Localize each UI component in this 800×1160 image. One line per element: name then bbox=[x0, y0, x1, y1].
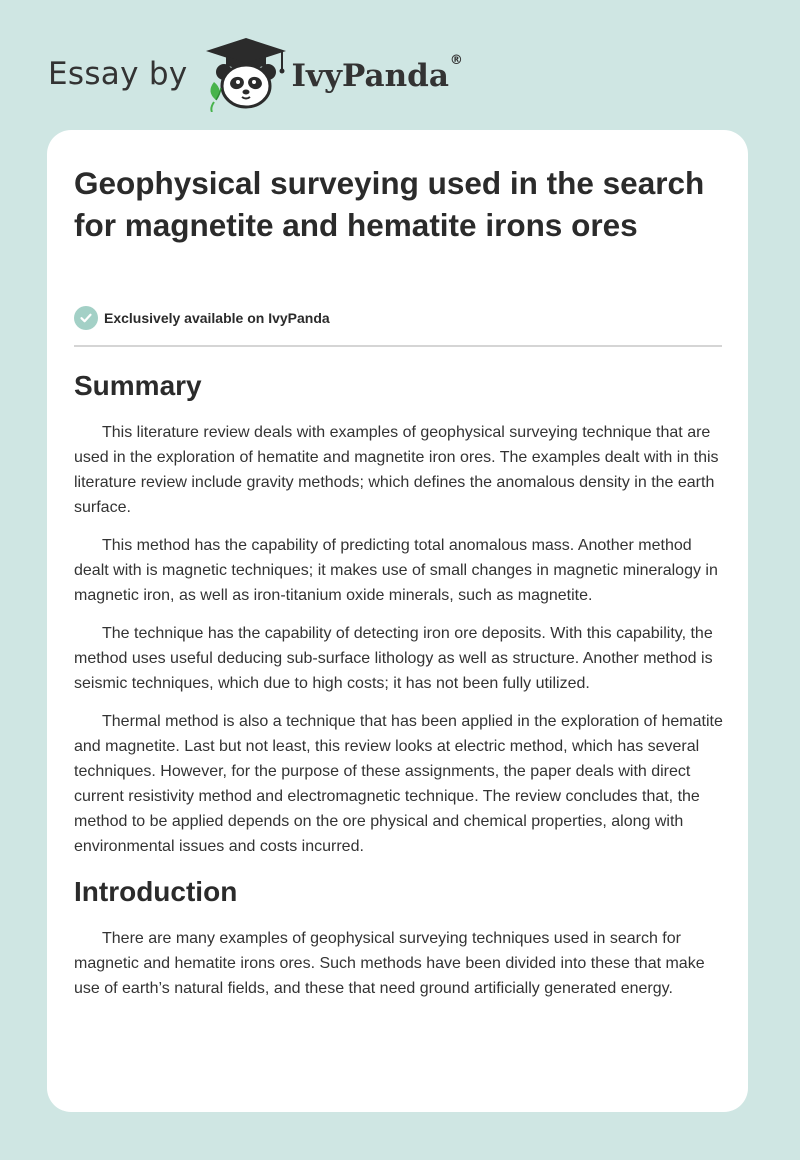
section-summary bbox=[74, 366, 724, 859]
brand-prefix: Essay by bbox=[48, 56, 188, 92]
check-circle-icon bbox=[74, 306, 98, 330]
paragraph: There are many examples of geophysical surveying techniques used in search for magnetic and hematite irons ores. Such methods have been divided into these that make use of earth’s natural fields, and these that need ground artificially generated energy. bbox=[74, 930, 705, 997]
section-heading-introduction: Introduction bbox=[74, 876, 238, 907]
exclusive-badge bbox=[74, 306, 330, 330]
section-heading-summary: Summary bbox=[74, 370, 202, 401]
paragraph: This literature review deals with examples of geophysical surveying technique that are used in the exploration of hematite and magnetite iron ores. The examples dealt with in this literature review include gravity methods; which defines the anomalous density in the earth surface. bbox=[74, 424, 719, 516]
paragraph: This method has the capability of predicting total anomalous mass. Another method dealt with is magnetic techniques; it makes use of small changes in magnetic mineralogy in magnetic iron, as well as iron-titanium oxide minerals, such as magnetite. bbox=[74, 537, 718, 604]
essay-title: Geophysical surveying used in the search for magnetite and hematite irons ores bbox=[74, 165, 705, 243]
essay-content bbox=[74, 366, 724, 1014]
brand-header bbox=[48, 34, 463, 114]
title-divider bbox=[74, 345, 722, 347]
brand-name[interactable]: IvyPanda bbox=[291, 58, 449, 94]
essay-card bbox=[47, 130, 748, 1112]
exclusive-badge-label: Exclusively available on IvyPanda bbox=[104, 310, 330, 326]
panda-graduate-icon[interactable] bbox=[202, 36, 290, 112]
paragraph: The technique has the capability of detecting iron ore deposits. With this capability, the method uses useful deducing sub-surface lithology as well as structure. Another method is seismic techniques, which due to high costs; it has not been fully utilized. bbox=[74, 625, 713, 692]
registered-mark: ® bbox=[449, 52, 463, 68]
paragraph: Thermal method is also a technique that has been applied in the exploration of hematite and magnetite. Last but not least, this review looks at electric method, which has several techniques. However, for the purpose of these assignments, the paper deals with direct current resistivity method and electromagnetic technique. The review concludes that, the method to be applied depends on the ore physical and chemical properties, along with environmental issues and costs incurred. bbox=[74, 713, 723, 855]
section-introduction bbox=[74, 872, 724, 1001]
